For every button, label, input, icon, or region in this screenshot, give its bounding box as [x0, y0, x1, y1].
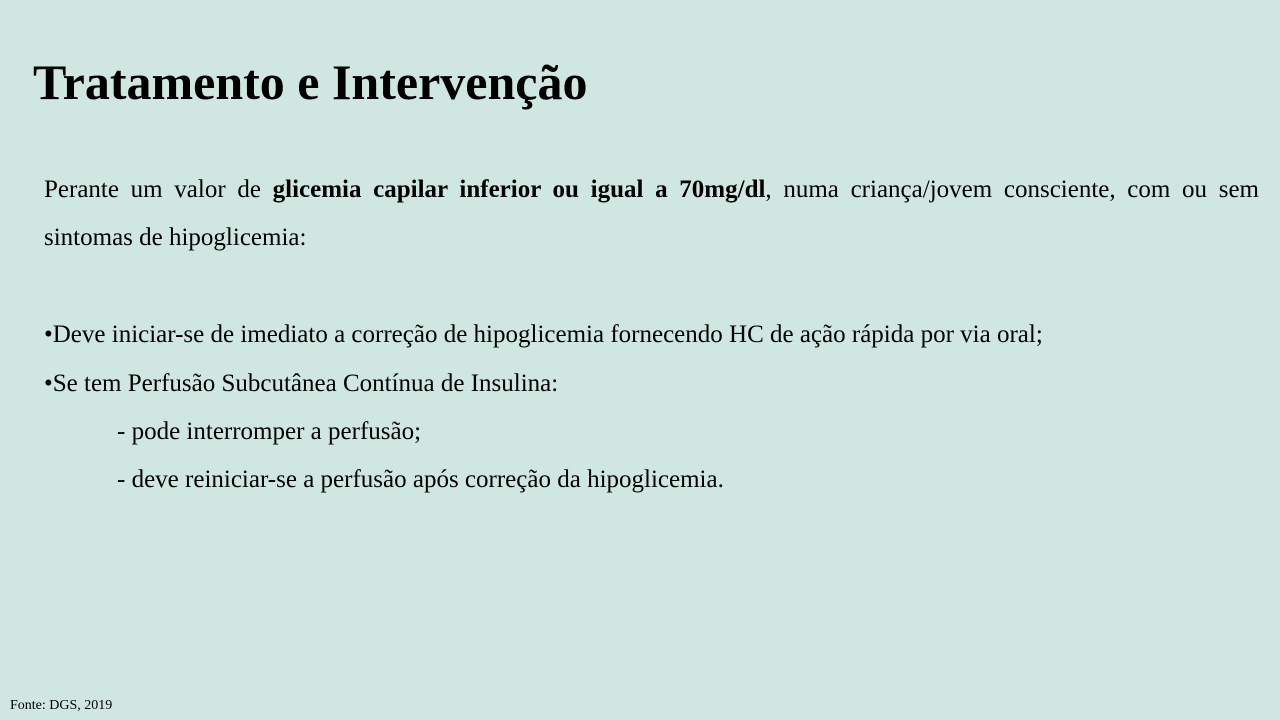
intro-emphasis: glicemia capilar inferior ou igual a 70mg/dl: [272, 176, 766, 203]
bullet-list: [44, 310, 1259, 408]
sub-bullet-list: [44, 408, 1259, 504]
slide-body: [44, 166, 1259, 504]
sub-bullet-item: - pode interromper a perfusão;: [117, 418, 422, 445]
bullet-item: •Se tem Perfusão Subcutânea Contínua de Insulina:: [44, 370, 559, 397]
source-note: Fonte: DGS, 2019: [10, 698, 113, 713]
sub-bullet-item: - deve reiniciar-se a perfusão após correção da hipoglicemia.: [117, 466, 724, 493]
intro-text-after: , numa criança/jovem consciente, com ou sem sintomas de hipoglicemia:: [44, 176, 1259, 251]
intro-text-before: Perante um valor de: [44, 176, 273, 203]
slide-title: Tratamento e Intervenção: [33, 54, 588, 110]
bullet-item: •Deve iniciar-se de imediato a correção de hipoglicemia fornecendo HC de ação rápida por via oral;: [44, 321, 1043, 348]
intro-paragraph: [44, 166, 1259, 262]
